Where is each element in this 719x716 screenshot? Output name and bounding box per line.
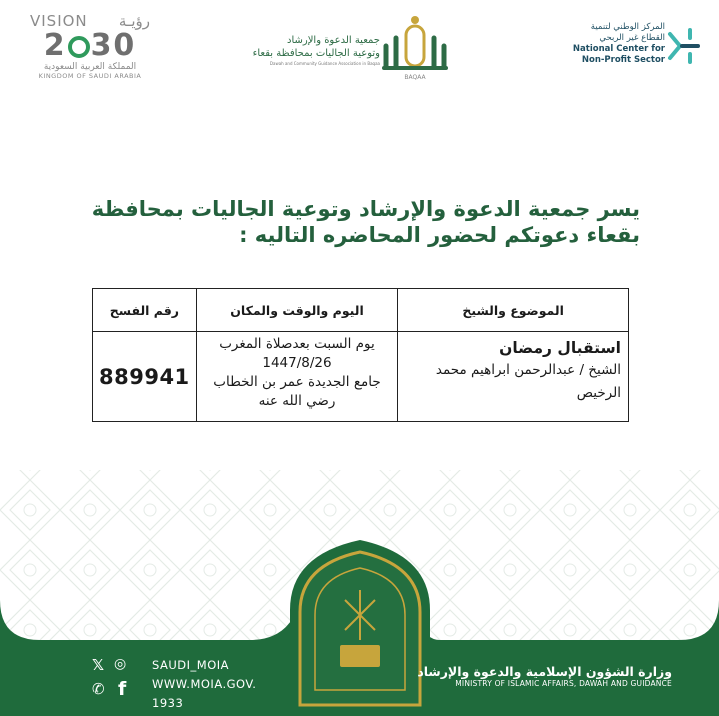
- facebook-icon[interactable]: f: [118, 678, 127, 700]
- when-cell: [196, 332, 398, 422]
- vision-year: 2 30: [43, 28, 137, 63]
- lecture-day: يوم السبت بعدصلاة المغرب: [219, 336, 375, 352]
- ministry-english: MINISTRY OF ISLAMIC AFFAIRS, DAWAH AND GUIDANCE: [455, 679, 672, 688]
- zoom-number: 889941: [93, 332, 197, 422]
- headline-line-1: يسر جمعية الدعوة والإرشاد وتوعية الجاليات بمحافظة: [91, 197, 640, 221]
- ministry-arabic: وزارة الشؤون الإسلامية والدعوة والإرشاد: [417, 664, 672, 679]
- lecture-sheikh: الشيخ / عبدالرحمن ابراهيم محمد الرخيص: [435, 362, 621, 401]
- ncnp-arabic-1: المركز الوطني لتنمية: [590, 22, 665, 32]
- ncnp-logo: [560, 22, 700, 82]
- association-line2: وتوعية الجاليات بمحافظة بقعاء: [252, 48, 380, 59]
- headline-line-2: بقعاء دعوتكم لحضور المحاضره التاليه :: [239, 223, 640, 247]
- vision-word: VISION: [30, 12, 88, 30]
- invitation-headline: [60, 196, 640, 248]
- vision-arabic-word: رؤيـة: [118, 12, 150, 30]
- lecture-date: 1447/8/26: [262, 355, 332, 371]
- phone-icon[interactable]: ✆: [92, 680, 105, 698]
- ncnp-arabic-2: القطاع غير الربحي: [599, 33, 665, 43]
- phone-number[interactable]: 1933: [152, 696, 184, 710]
- lecture-table: [92, 288, 629, 422]
- vision-2030-logo: [30, 12, 150, 80]
- association-line1: جمعية الدعوة والإرشاد: [287, 35, 380, 46]
- header-when: اليوم والوقت والمكان: [196, 289, 398, 332]
- x-icon[interactable]: 𝕏: [92, 656, 105, 674]
- association-logo: [240, 12, 450, 82]
- svg-text:BAQAA: BAQAA: [404, 74, 426, 81]
- social-handle[interactable]: SAUDI_MOIA: [152, 658, 230, 672]
- table-header-row: [93, 289, 629, 332]
- table-row: [93, 332, 629, 422]
- header-topic: الموضوع والشيخ: [398, 289, 629, 332]
- lecture-place-1: جامع الجديدة عمر بن الخطاب: [213, 374, 381, 390]
- ncnp-arrows-icon: [666, 26, 700, 66]
- lecture-place-2: رضي الله عنه: [258, 393, 336, 409]
- lecture-topic: استقبال رمضان: [499, 339, 621, 357]
- vision-arabic: المملكة العربية السعودية: [43, 62, 137, 72]
- website-link[interactable]: WWW.MOIA.GOV.: [152, 677, 257, 691]
- topic-cell: [398, 332, 629, 422]
- association-english: Dawah and Community Guidance Association in Baqaa: [269, 61, 380, 66]
- header-zoom: رقم الفسح: [93, 289, 197, 332]
- ministry-name: [417, 664, 672, 688]
- ncnp-english-2: Non-Profit Sector: [581, 55, 665, 65]
- association-emblem-icon: [380, 12, 450, 82]
- vision-english: KINGDOM OF SAUDI ARABIA: [38, 72, 142, 80]
- instagram-icon[interactable]: ◎: [114, 656, 127, 672]
- ncnp-english-1: National Center for: [572, 44, 665, 54]
